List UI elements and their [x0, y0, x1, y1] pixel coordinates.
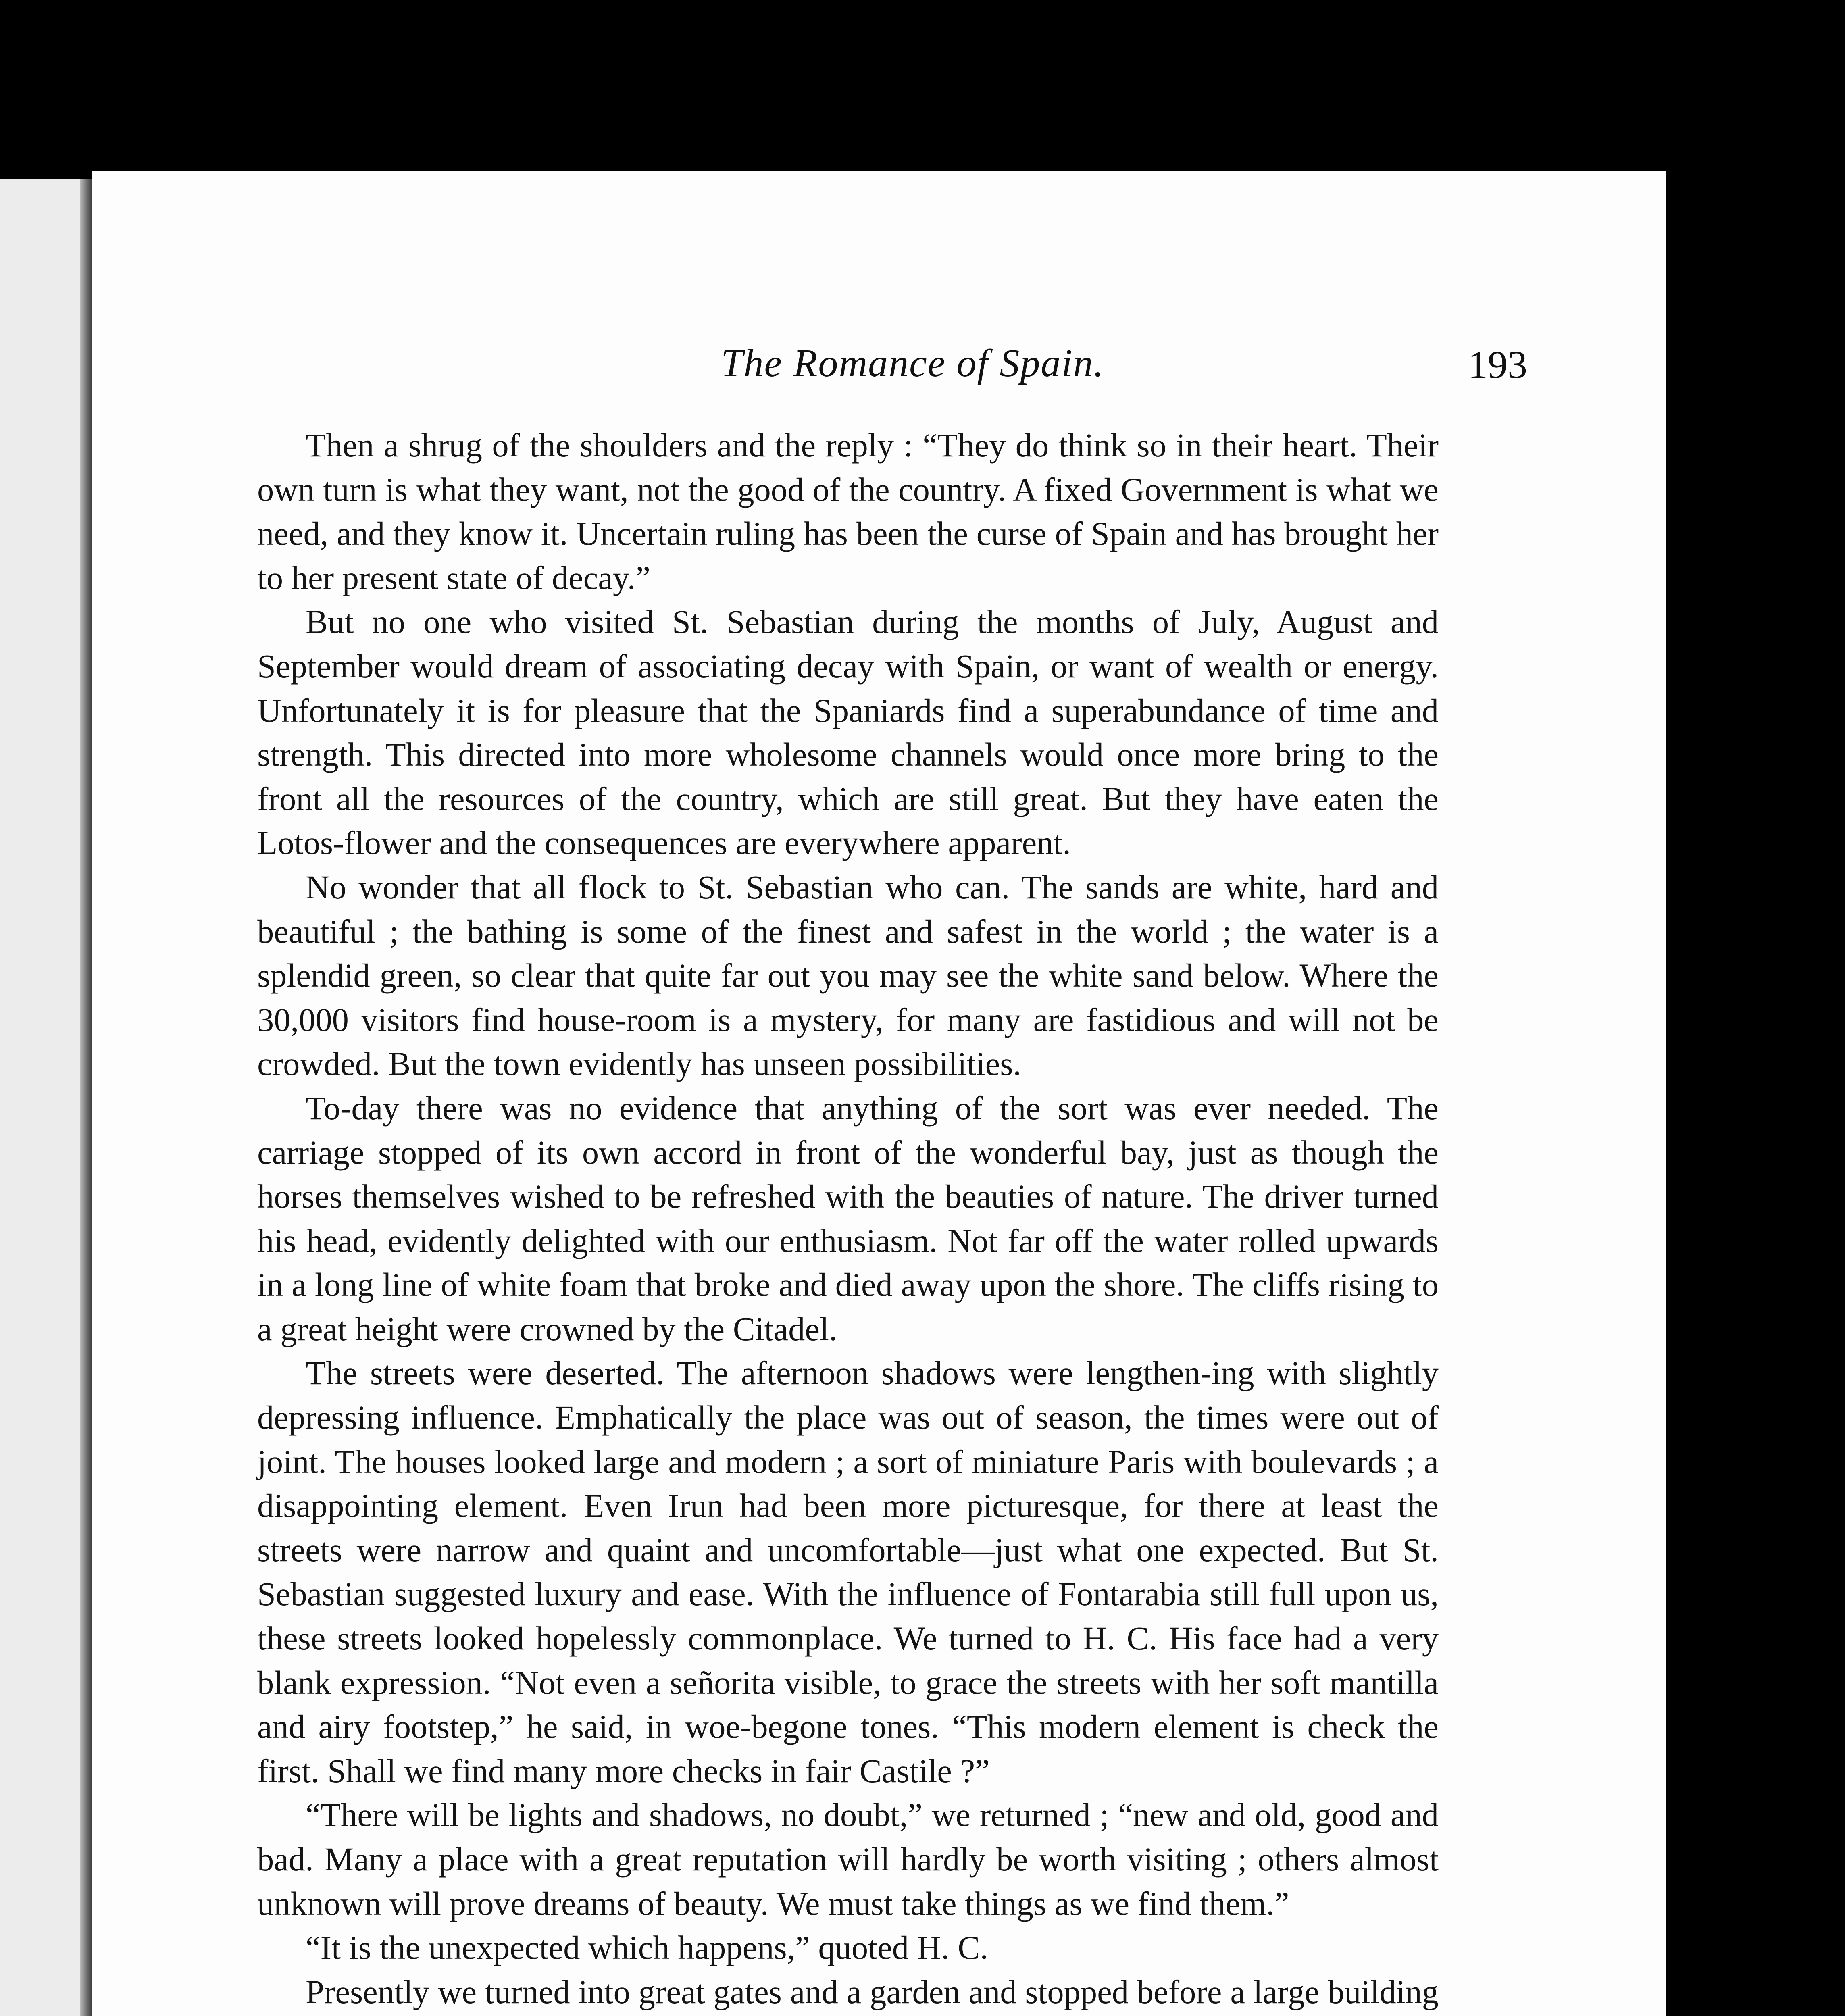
book-page — [92, 171, 1666, 2016]
paragraph-continued: Presently we turned into great gates and a garden and stopped before a large building — [306, 1973, 1439, 2010]
paragraph: To-day there was no evidence that anything of the sort was ever needed. The carriage stopped of its own accord in front of the wonderful bay, just as though the horses themselves wished to be refreshed with the beauties of nature. The driver turned his head, evidently delighted with our enthusiasm. Not far off the water rolled upwards in a long line of white foam that broke and died away upon the shore. The cliffs rising to a great height were crowned by the Citadel. — [257, 1089, 1439, 1347]
paragraph: The streets were deserted. The afternoon shadows were lengthen-ing with slightly depressing influence. Emphatically the place was out of season, the times were out of joint. The houses looked large and modern ; a sort of miniature Paris with boulevards ; a disappointing element. Even Irun had been more picturesque, for there at least the streets were narrow and quaint and uncomfortable—just what one expected. But St. Sebastian suggested luxury and ease. With the influence of Fontarabia still full upon us, these streets looked hopelessly commonplace. We turned to H. C. His face had a very blank expression. “Not even a señorita visible, to grace the streets with her soft mantilla and airy footstep,” he said, in woe-begone tones. “This modern element is check the first. Shall we find many more checks in fair Castile ?” — [257, 1354, 1439, 1789]
book-gutter-shadow — [80, 179, 92, 2016]
running-title: The Romance of Spain. — [721, 342, 1105, 385]
paragraph: “There will be lights and shadows, no doubt,” we returned ; “new and old, good and bad. Many a place with a great reputation will hardly be worth visiting ; others almost unknown will prove dreams of beauty. We must take things as we find them.” — [257, 1796, 1439, 1922]
running-head — [632, 341, 1527, 397]
left-page-edge — [0, 179, 87, 2016]
paragraph: But no one who visited St. Sebastian during the months of July, August and September would dream of associating decay with Spain, or want of wealth or energy. Unfortunately it is for pleasure that the Spaniards find a superabundance of time and strength. This directed into more wholesome channels would once more bring to the front all the resources of the country, which are still great. But they have eaten the Lotos-flower and the consequences are everywhere apparent. — [257, 603, 1439, 862]
page-number: 193 — [1468, 343, 1527, 387]
body-text — [257, 423, 1439, 2016]
paragraph: No wonder that all flock to St. Sebastian who can. The sands are white, hard and beautiful ; the bathing is some of the finest and safest in the world ; the water is a splendid green, so clear that quite far out you may see the white sand below. Where the 30,000 visitors find house-room is a mystery, for many are fastidious and will not be crowded. But the town evidently has unseen possibilities. — [257, 868, 1439, 1083]
paragraph: “It is the unexpected which happens,” quoted H. C. — [306, 1929, 989, 1966]
paragraph: Then a shrug of the shoulders and the reply : “They do think so in their heart. Their own turn is what they want, not the good of the country. A fixed Government is what we need, and they know it. Uncertain ruling has been the curse of Spain and has brought her to her present state of decay.” — [257, 427, 1439, 596]
